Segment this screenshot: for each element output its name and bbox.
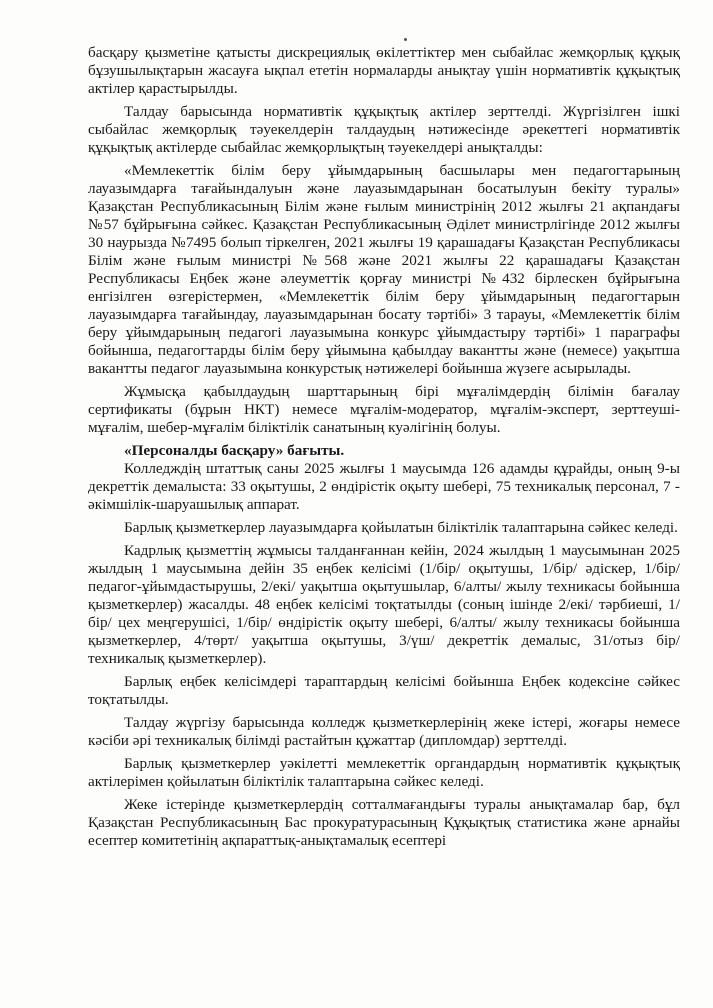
paragraph-2: Талдау барысында нормативтік құқықтық актілер зерттелді. Жүргізілген ішкі сыбайлас жемқорлық тәуекелдерін талдаудың нәтижесінде әрекеттегі нормативтік құқықтық актілерде сыбайлас жемқорлықтың тәуекелдері анықталды: <box>88 103 680 156</box>
paragraph-8: Барлық еңбек келісімдері тараптардың келісімі бойынша Еңбек кодексіне сәйкес тоқтатылды. <box>88 673 680 708</box>
paragraph-9: Талдау жүргізу барысында колледж қызметкерлерінің жеке істері, жоғары немесе кәсіби әрі техникалық білімді растайтын құжаттар (дипломдар) зерттелді. <box>88 714 680 749</box>
scan-speck <box>404 38 407 41</box>
paragraph-11: Жеке істерінде қызметкерлердің сотталмағандығы туралы анықтамалар бар, бұл Қазақстан Республикасының Бас прокуратурасының Құқықтық статистика және арнайы есептер комитетінің ақпараттық-анықтамалық есептері <box>88 796 680 849</box>
section-heading: «Персоналды басқару» бағыты. <box>124 442 345 459</box>
paragraph-10: Барлық қызметкерлер уәкілетті мемлекеттік органдардың нормативтік құқықтық актілерімен қойылатын біліктілік талаптарына сәйкес келеді. <box>88 755 680 790</box>
paragraph-1: басқару қызметіне қатысты дискрециялық өкілеттіктер мен сыбайлас жемқорлық құқық бұзушылықтарын жасауға ықпал ететін нормаларды анықтау үшін нормативтік құқықтық актілер қарастырылды. <box>88 44 680 97</box>
paragraph-4: Жұмысқа қабылдаудың шарттарының бірі мұғалімдердің білімін бағалау сертификаты (бұрын НКТ) немесе мұғалім-модератор, мұғалім-эксперт, зерттеуші-мұғалім, шебер-мұғалім біліктілік санатының куәлігінің болуы. <box>88 383 680 436</box>
paragraph-6: Барлық қызметкерлер лауазымдарға қойылатын біліктілік талаптарына сәйкес келеді. <box>124 519 678 536</box>
document-body <box>88 44 680 855</box>
paragraph-7: Кадрлық қызметтің жұмысы талданғаннан кейін, 2024 жылдың 1 маусымынан 2025 жылдың 1 маусымына дейін 35 еңбек келісімі (1/бір/ оқытушы, 1/бір/ әдіскер, 1/бір/ педагог-ұйымдастырушы, 2/екі/ уақытша оқытушылар, 6/алты/ жылу техникасы бойынша қызметкерлер) жасалды. 48 еңбек келісімі тоқтатылды (соның ішінде 2/екі/ тәрбиеші, 1/бір/ цех меңгерушісі, 1/бір/ өндірістік оқыту шебері, 6/алты/ жылу техникасы бойынша қызметкерлер, 4/төрт/ уақытша оқытушы, 3/үш/ декреттік демалыс, 31/отыз бір/ техникалық қызметкерлер). <box>88 542 680 667</box>
paragraph-5: Колледждің штаттық саны 2025 жылғы 1 маусымда 126 адамды құрайды, оның 9-ы декреттік демалыста: 33 оқытушы, 2 өндірістік оқыту шебері, 75 техникалық персонал, 7 - әкімшілік-шаруашылық аппарат. <box>88 460 680 513</box>
paragraph-3: «Мемлекеттік білім беру ұйымдарының басшылары мен педагогтарының лауазымдарға тағайындалуын және лауазымдарынан босатылуын бекіту туралы» Қазақстан Республикасының Білім және ғылым министрінің 2012 жылғы 21 ақпандағы №57 бұйрығына сәйкес. Қазақстан Республикасының Әділет министрлігінде 2012 жылғы 30 наурызда №7495 болып тіркелген, 2021 жылғы 19 қарашадағы Қазақстан Республикасы Білім және ғылым министрі №568 және 2021 жылғы 22 қарашадағы Қазақстан Республикасы Еңбек және әлеуметтік қорғау министрі №432 бірлескен бұйрығына енгізілген өзгерістермен, «Мемлекеттік білім беру ұйымдарының педагогтарын лауазымдарға тағайындау, лауазымдарынан босату тәртібі» 3 тарауы, «Мемлекеттік білім беру ұйымдарының педагогі лауазымына конкурс ұйымдастыру тәртібі» 1 параграфы бойынша, педагогтарды білім беру ұйымына қабылдау вакантты және (немесе) уақытша вакантты педагог лауазымына конкурстық нәтижелері бойынша жүзеге асырылады. <box>88 162 680 377</box>
